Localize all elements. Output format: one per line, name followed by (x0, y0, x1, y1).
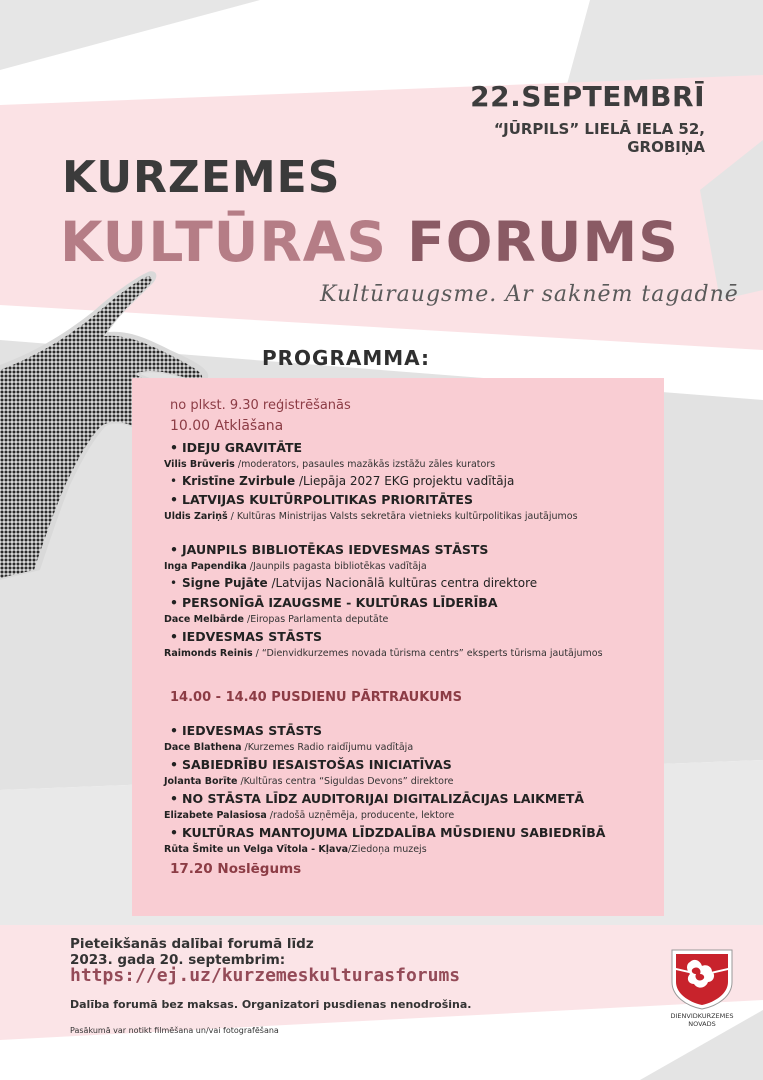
logo-caption: DIENVIDKURZEMES NOVADS (670, 1012, 734, 1028)
event-date: 22.SEPTEMBRĪ (470, 80, 705, 113)
program-topic: • IEDVESMAS STĀSTS (170, 723, 322, 738)
program-topic: • SABIEDRĪBU IESAISTOŠAS INICIATĪVAS (170, 757, 452, 772)
opening-time: 10.00 Atklāšana (170, 418, 284, 434)
title-line2 (60, 210, 679, 274)
title-word-kulturas: KULTŪRAS (60, 210, 387, 274)
filming-notice: Pasākumā var notikt filmēšana un/vai fotografēšana (70, 1026, 279, 1035)
speaker: Elizabete Palasiosa /radošā uzņēmēja, producente, lektore (164, 810, 455, 821)
coat-of-arms-logo (668, 948, 736, 1010)
registration-link[interactable]: https://ej.uz/kurzemeskulturasforums (70, 965, 461, 986)
title-word-forums: FORUMS (407, 210, 679, 274)
speaker: Dace Blathena /Kurzemes Radio raidījumu vadītāja (164, 742, 414, 753)
speaker: Inga Papendika /Jaunpils pagasta bibliotēkas vadītāja (164, 561, 427, 572)
program-topic: • Kristīne Zvirbule /Liepāja 2027 EKG projektu vadītāja (170, 474, 515, 488)
speaker: Uldis Zariņš / Kultūras Ministrijas Valsts sekretāra vietnieks kultūrpolitikas jautājumos (164, 511, 578, 522)
registration-info-line1: Pieteikšanās dalībai forumā līdz (70, 936, 314, 952)
program-topic: • KULTŪRAS MANTOJUMA LĪDZDALĪBA MŪSDIENU SABIEDRĪBĀ (170, 825, 606, 840)
program-topic: • Signe Pujāte /Latvijas Nacionālā kultūras centra direktore (170, 576, 538, 590)
slogan: Kultūraugsme. Ar saknēm tagadnē (320, 282, 739, 307)
program-topic: • IEDVESMAS STĀSTS (170, 629, 322, 644)
speaker: Rūta Šmite un Velga Vītola - Kļava/Ziedoņa muzejs (164, 844, 427, 855)
registration-time: no plkst. 9.30 reģistrēšanās (170, 398, 351, 413)
program-topic: • JAUNPILS BIBLIOTĒKAS IEDVESMAS STĀSTS (170, 542, 489, 557)
speaker: Dace Melbārde /Eiropas Parlamenta deputāte (164, 614, 389, 625)
free-participation-note: Dalība forumā bez maksas. Organizatori pusdienas nenodrošina. (70, 998, 472, 1011)
lunch-break: 14.00 - 14.40 PUSDIENU PĀRTRAUKUMS (170, 690, 462, 705)
speaker: Jolanta Borīte /Kultūras centra “Siguldas Devons” direktore (164, 776, 454, 787)
program-topic: • NO STĀSTA LĪDZ AUDITORIJAI DIGITALIZĀCIJAS LAIKMETĀ (170, 791, 585, 806)
event-address-line1: “JŪRPILS” LIELĀ IELA 52, (493, 120, 705, 138)
title-line1: KURZEMES (62, 152, 341, 203)
program-topic: • LATVIJAS KULTŪRPOLITIKAS PRIORITĀTES (170, 492, 473, 507)
grey-band-top (0, 0, 260, 70)
speaker: Raimonds Reinis / “Dienvidkurzemes novada tūrisma centrs” eksperts tūrisma jautājumos (164, 648, 603, 659)
closing-time: 17.20 Noslēgums (170, 861, 302, 877)
program-heading: PROGRAMMA: (262, 346, 431, 370)
speaker: Vilis Brūveris /moderators, pasaules mazākās izstāžu zāles kurators (164, 459, 496, 470)
program-topic: • PERSONĪGĀ IZAUGSME - KULTŪRAS LĪDERĪBA (170, 595, 498, 610)
event-address-line2: GROBIŅA (627, 138, 705, 156)
registration-info-line2: 2023. gada 20. septembrim: (70, 952, 286, 968)
program-topic: • IDEJU GRAVITĀTE (170, 440, 303, 455)
